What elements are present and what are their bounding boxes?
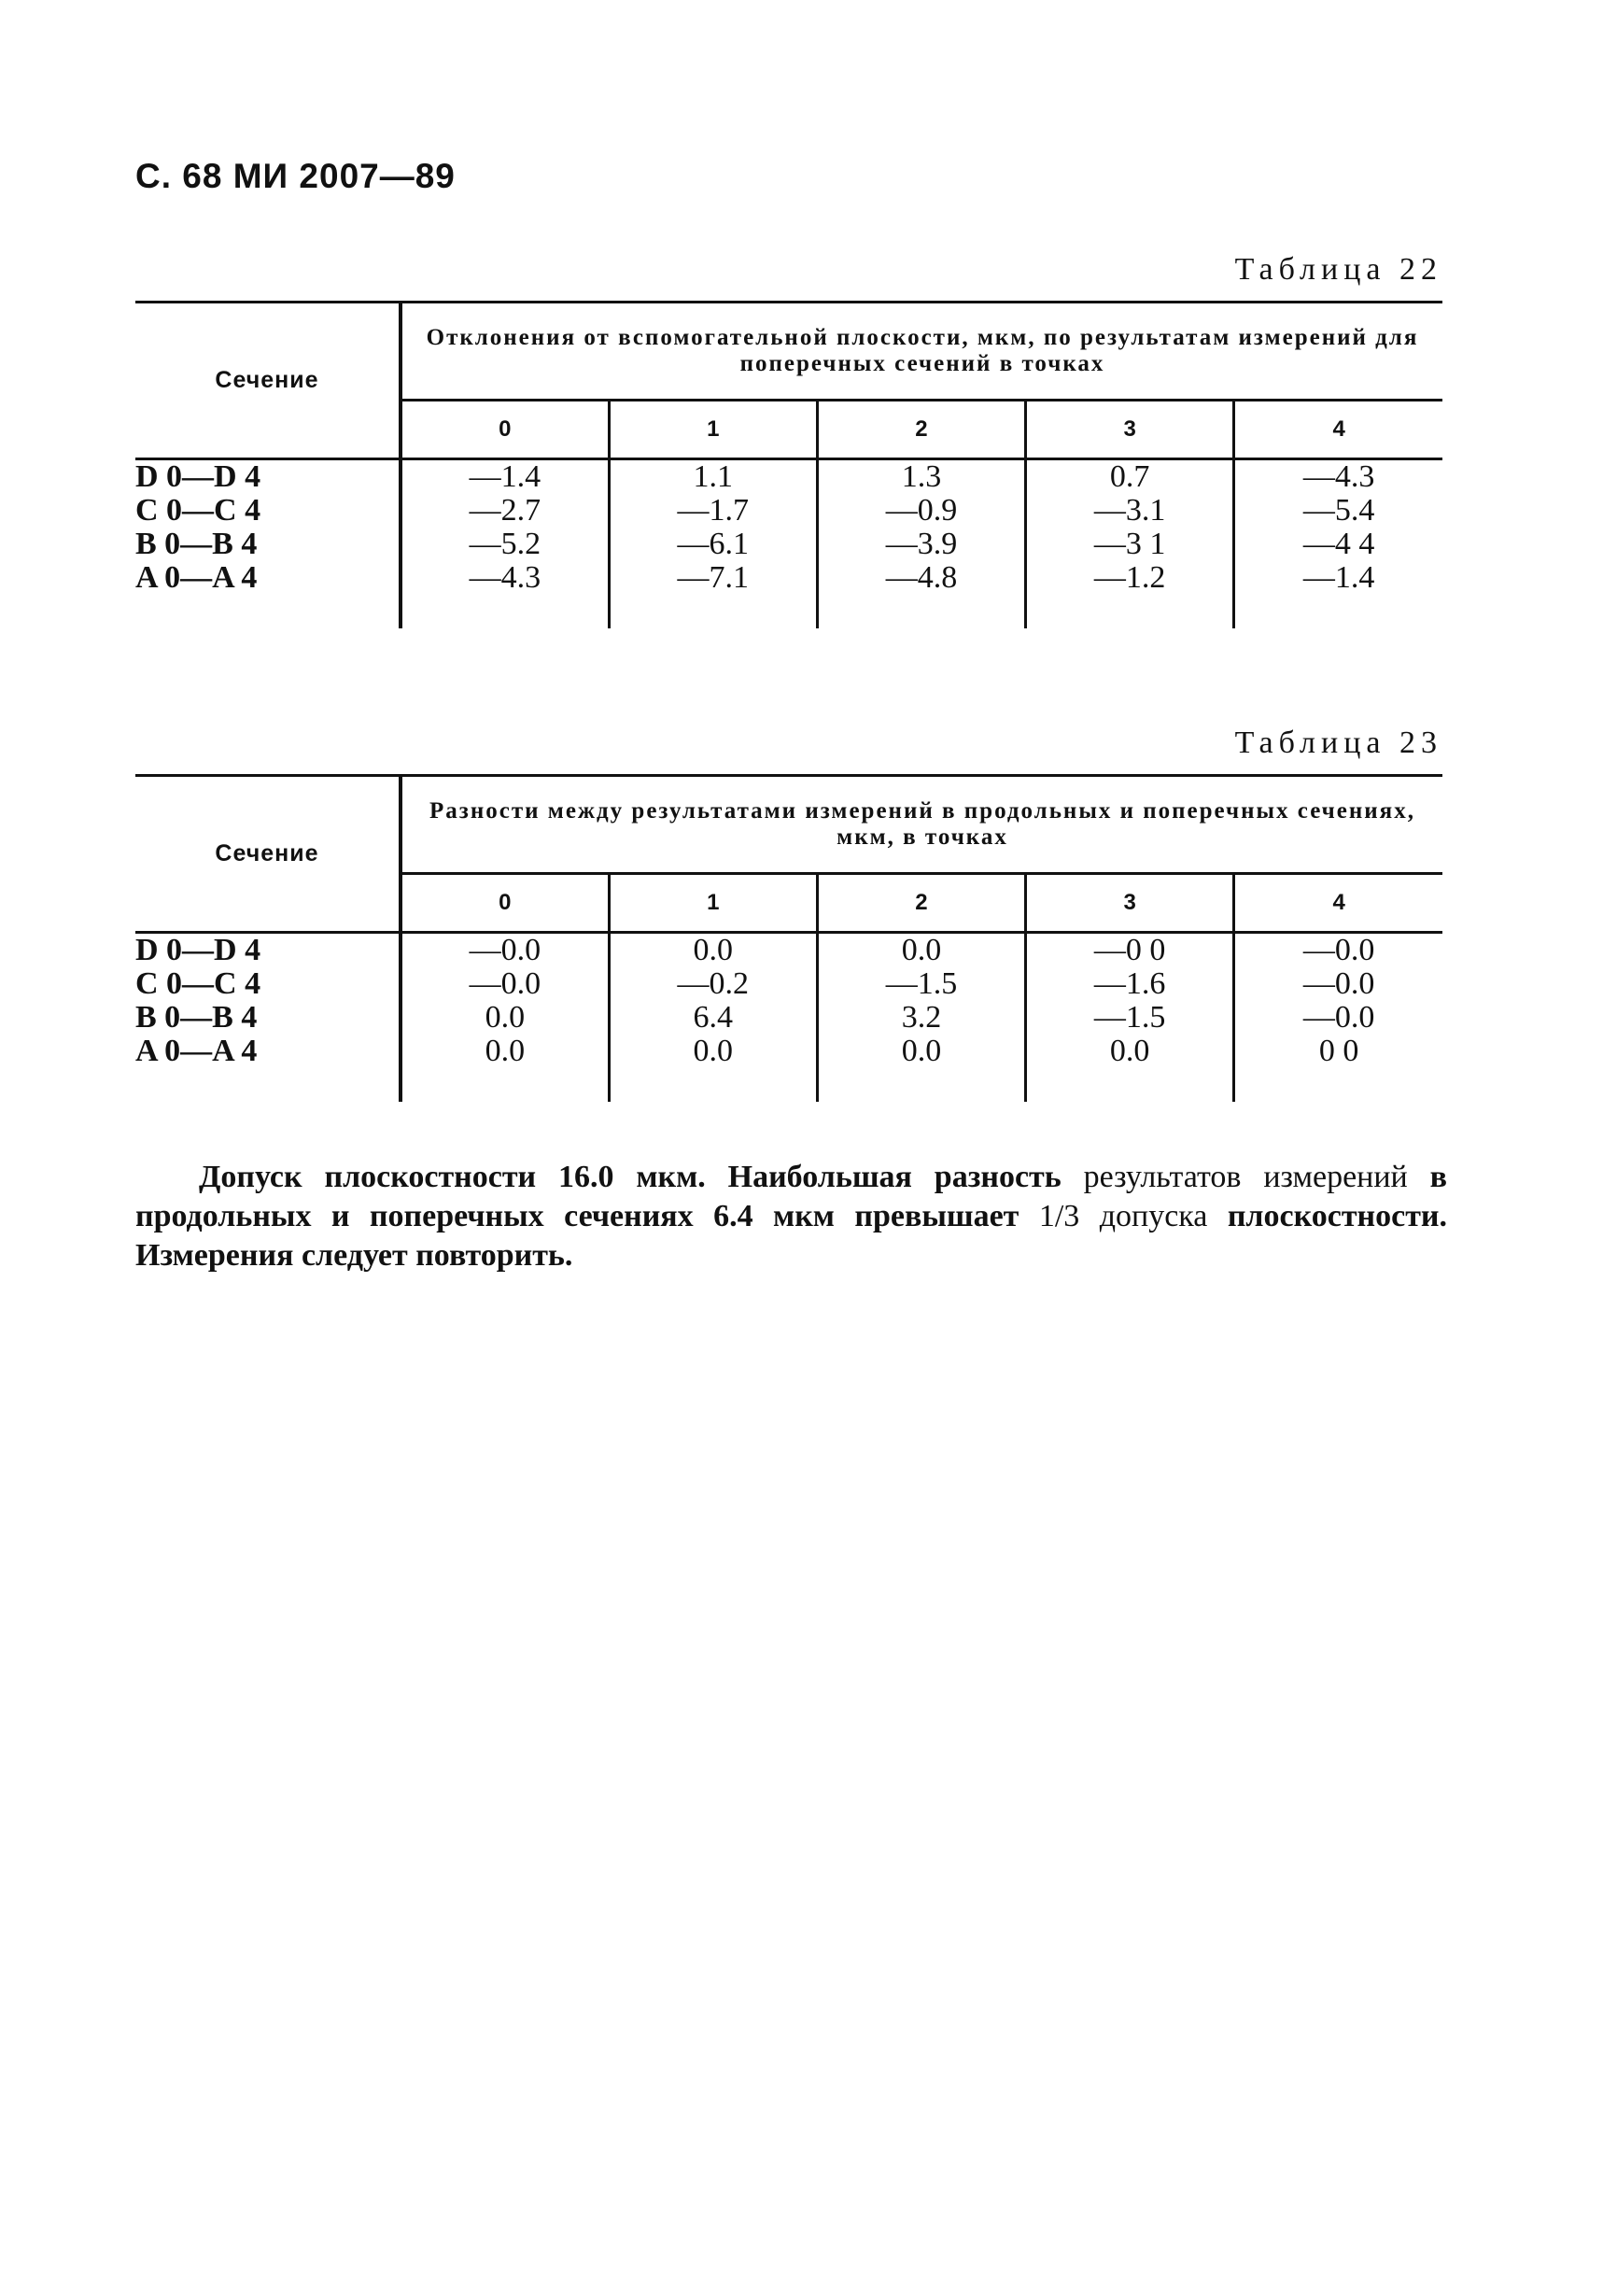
table-cell: —0.0 (1302, 966, 1375, 1001)
table-cell: —1.6 (1093, 966, 1166, 1001)
table-22 (135, 301, 1442, 628)
table-cell: —7.1 (677, 560, 750, 595)
note-bold-3: плоскостности. Измерения следует повторить. (135, 1199, 1447, 1273)
column-header-2: 2 (817, 874, 1025, 933)
section-label: A 0—A 4 (135, 1034, 258, 1068)
table-cell: —0.9 (885, 493, 958, 528)
column-header-0: 0 (401, 874, 609, 933)
table-23-block (135, 725, 1442, 1102)
column-header-4: 4 (1234, 874, 1442, 933)
table-cell: 0.0 (1109, 1034, 1150, 1068)
table-23-caption: Таблица 23 (1234, 725, 1442, 760)
values-column-4 (1234, 933, 1442, 1103)
values-column-0 (401, 459, 609, 629)
values-column-2 (817, 933, 1025, 1103)
table-cell: —0 0 (1093, 933, 1166, 967)
note-bold-1: Допуск плоскостности 16.0 мкм. Наибольшая разность (199, 1160, 1062, 1194)
column-header-4: 4 (1234, 401, 1442, 459)
table-23 (135, 774, 1442, 1102)
section-column-header: Сечение (135, 303, 401, 459)
table-cell: —0.0 (469, 966, 541, 1001)
values-column-3 (1026, 933, 1234, 1103)
table-cell: 0.0 (901, 1034, 942, 1068)
section-label: D 0—D 4 (135, 459, 261, 494)
table-cell: —6.1 (677, 527, 750, 561)
table-cell: —4.8 (885, 560, 958, 595)
values-column-0 (401, 933, 609, 1103)
group-header: Отклонения от вспомогательной плоскости, мкм, по результатам измерений для поперечных сечений в точках (401, 303, 1442, 401)
table-cell: 0.7 (1109, 459, 1150, 494)
table-cell: 0.0 (693, 1034, 734, 1068)
table-cell: —0.2 (677, 966, 750, 1001)
section-label: B 0—B 4 (135, 1000, 258, 1035)
table-cell: —0.0 (469, 933, 541, 967)
table-cell: —4.3 (469, 560, 541, 595)
table-cell: —3.1 (1093, 493, 1166, 528)
section-labels (135, 933, 401, 1103)
note-bold-2: в продольных и поперечных сечениях 6.4 мкм превышает (135, 1160, 1447, 1233)
values-column-1 (609, 459, 817, 629)
values-column-4 (1234, 459, 1442, 629)
table-cell: 0.0 (485, 1034, 526, 1068)
table-cell: —5.2 (469, 527, 541, 561)
table-cell: —4.3 (1302, 459, 1375, 494)
table-cell: —1.4 (469, 459, 541, 494)
table-cell: —0.0 (1302, 1000, 1375, 1035)
table-cell: —1.7 (677, 493, 750, 528)
section-labels (135, 459, 401, 629)
table-cell: —2.7 (469, 493, 541, 528)
table-cell: —1.5 (885, 966, 958, 1001)
values-column-3 (1026, 459, 1234, 629)
section-label: A 0—A 4 (135, 560, 258, 595)
column-header-2: 2 (817, 401, 1025, 459)
note-text-1: результатов измерений (1061, 1160, 1430, 1194)
table-cell: 0.0 (693, 933, 734, 967)
values-column-2 (817, 459, 1025, 629)
table-cell: 0.0 (901, 933, 942, 967)
section-label: C 0—C 4 (135, 493, 261, 528)
group-header: Разности между результатами измерений в продольных и поперечных сечениях, мкм, в точках (401, 776, 1442, 874)
table-22-caption: Таблица 22 (1234, 252, 1442, 287)
table-cell: 6.4 (693, 1000, 734, 1035)
note-text-2: 1/3 допуска (1019, 1199, 1228, 1233)
section-column-header: Сечение (135, 776, 401, 933)
table-cell: —1.5 (1093, 1000, 1166, 1035)
column-header-3: 3 (1026, 401, 1234, 459)
table-cell: —3.9 (885, 527, 958, 561)
section-label: C 0—C 4 (135, 966, 261, 1001)
table-cell: —1.2 (1093, 560, 1166, 595)
table-cell: —0.0 (1302, 933, 1375, 967)
table-cell: —5.4 (1302, 493, 1375, 528)
table-cell: —1.4 (1302, 560, 1375, 595)
table-cell: 3.2 (901, 1000, 942, 1035)
values-column-1 (609, 933, 817, 1103)
table-row (135, 459, 1442, 629)
table-22-block (135, 252, 1442, 628)
table-cell: 0 0 (1318, 1034, 1359, 1068)
table-cell: 1.3 (901, 459, 942, 494)
table-row (135, 933, 1442, 1103)
table-cell: —3 1 (1093, 527, 1166, 561)
page-header: С. 68 МИ 2007—89 (135, 157, 456, 195)
section-label: D 0—D 4 (135, 933, 261, 967)
conclusion-paragraph (135, 1158, 1447, 1275)
table-cell: 1.1 (693, 459, 734, 494)
column-header-3: 3 (1026, 874, 1234, 933)
column-header-1: 1 (609, 874, 817, 933)
column-header-0: 0 (401, 401, 609, 459)
section-label: B 0—B 4 (135, 527, 258, 561)
table-cell: 0.0 (485, 1000, 526, 1035)
column-header-1: 1 (609, 401, 817, 459)
table-cell: —4 4 (1302, 527, 1375, 561)
